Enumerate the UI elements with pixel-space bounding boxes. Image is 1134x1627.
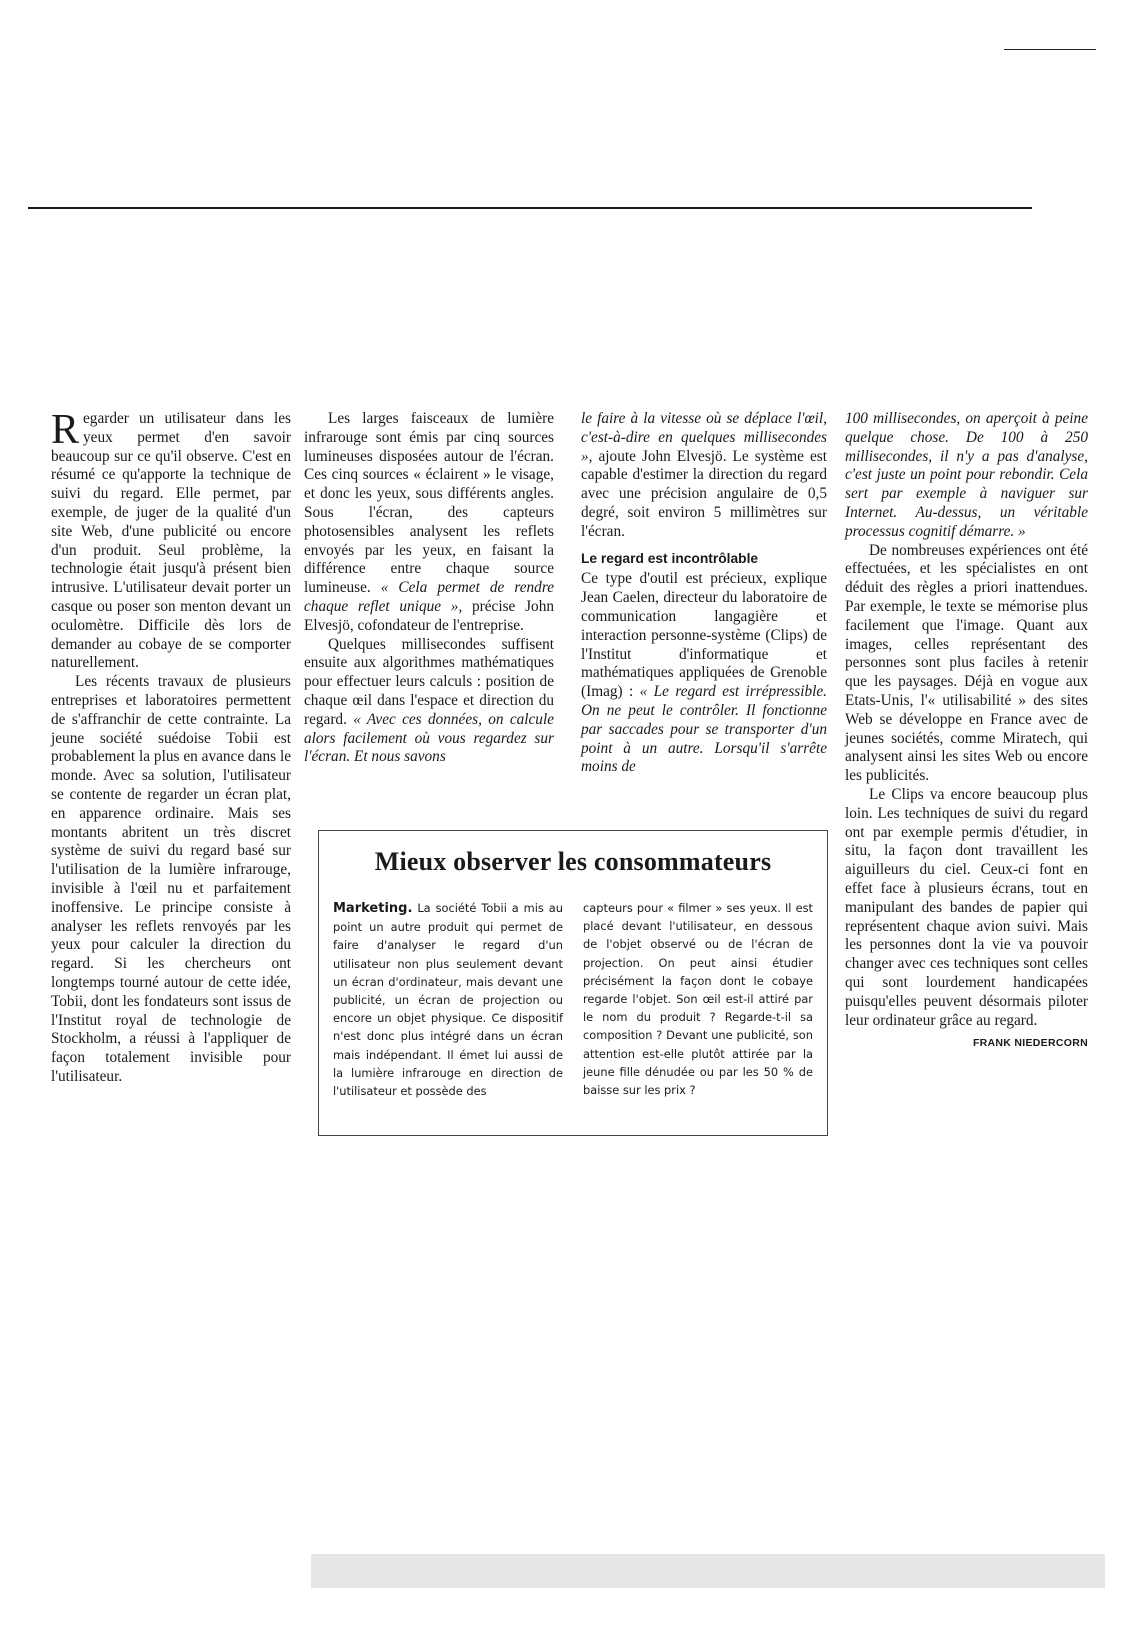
article-paragraph: Les récents travaux de plusieurs entreprises et laboratoires permettent de s'affranchir de cette contrainte. La jeune société suédoise Tobii est probablement la plus en avance dans le monde. Avec sa solution, l'utilisateur se contente de regarder un écran plat, en apparence ordinaire. Mais ses montants abritent un très discret système de suivi du regard basé sur l'utilisation de la lumière infrarouge, invisible à l'œil nu et parfaitement inoffensive. Le principe consiste à analyser les reflets renvoyés par les yeux pour calculer la direction du regard. Si les chercheurs ont longtemps tourné autour de cette idée, Tobii, dont les fondateurs sont issus de l'Institut royal de technologie de Stockholm, a réussi à l'appliquer de façon totalement invisible pour l'utilisateur. (51, 673, 291, 1085)
paragraph-text: egarder un utilisateur dans les yeux permet d'en savoir beaucoup sur ce qu'il observe. C'est en résumé ce qu'apporte la technique de suivi du regard. Elle permet, par exemple, de juger de la qualité d'un site Web, d'une publicité ou encore d'un produit. Seul problème, la technologie était jusqu'à présent bien intrusive. L'utilisateur devait porter un casque ou poser son menton devant un oculomètre. Difficile dès lors de demander au cobaye de se comporter naturellement. (51, 410, 291, 672)
box-title: Mieux observer les consommateurs (374, 847, 772, 876)
paragraph-text: Les larges faisceaux de lumière infrarouge sont émis par cinq sources lumineuses disposées autour de l'écran. Ces cinq sources « éclairent » le visage, et donc les yeux, sous différents angles. Sous l'écran, des capteurs photosensibles analysent les reflets envoyés par les yeux, en faisant la différence entre chaque source lumineuse. (304, 410, 554, 597)
article-column-3 (581, 410, 827, 777)
box-column-2 (583, 899, 813, 1099)
article-column-1 (51, 407, 291, 1087)
quote: « Avec ces données, on calcule alors facilement où vous regardez sur l'écran. Et nous savons (304, 710, 554, 766)
article-paragraph (304, 410, 554, 636)
box-paragraph: capteurs pour « filmer » ses yeux. Il est placé devant l'utilisateur, en dessous de l'objet observé ou de l'écran de projection. On peut ainsi étudier précisément la façon dont le cobaye regarde l'objet. Son œil est-il attiré par le nom du produit ? Regarde-t-il sa composition ? Devant une publicité, son attention est-elle plutôt attirée par la jeune fille dénudée ou par les 50 % de baisse sur les prix ? (583, 901, 813, 1098)
box-paragraph (333, 899, 563, 1100)
paragraph-text: La société Tobii a mis au point un autre produit qui permet de faire d'analyser le regard d'un utilisateur non plus seulement devant un écran d'ordinateur, mais devant une publicité, un écran de projection ou encore un objet physique. Ce dispositif n'est donc plus intégré dans un écran mais indépendant. Il émet lui aussi de la lumière infrarouge en direction de l'utilisateur et possède des (333, 901, 563, 1099)
drop-cap: R (51, 407, 80, 453)
paragraph-text: Quelques millisecondes suffisent ensuite aux algorithmes mathématiques pour effectuer leurs calculs : position de chaque œil dans l'espace et direction du regard. (304, 635, 554, 728)
article-column-4 (845, 410, 1088, 1053)
article-paragraph (581, 570, 827, 777)
article-paragraph: Le Clips va encore beaucoup plus loin. Les techniques de suivi du regard ont par exemple permis d'étudier, in situ, la façon dont travaillent les aiguilleurs du ciel. Ceux-ci font en effet face à plusieurs écrans, tout en manipulant des bandes de papier qui représentent chaque avion suivi. Mais les personnes dont la vie va pouvoir changer avec ces techniques sont celles qui sont lourdement handicapées puisqu'elles peuvent désormais piloter leur ordinateur grâce au regard. (845, 785, 1088, 1029)
paragraph-text: , précise John Elvesjö, cofondateur de l'entreprise. (304, 597, 554, 634)
article-paragraph (51, 407, 291, 673)
paragraph-text: Ce type d'outil est précieux, explique Jean Caelen, directeur du laboratoire de communication langagière et interaction personne-système (Clips) de l'Institut d'informatique et mathématiques appliquées de Grenoble (Imag) : (581, 570, 827, 701)
quote: « Le regard est irrépressible. On ne peut le contrôler. Il fonctionne par saccades pour se transporter d'un point à un autre. Lorsqu'il s'arrête moins de (581, 683, 827, 776)
box-lead: Marketing. (333, 901, 413, 916)
section-rule (28, 207, 1032, 209)
box-column-1 (333, 899, 563, 1100)
article-paragraph (845, 410, 1088, 542)
paragraph-text: , ajoute John Elvesjö. Le système est capable d'estimer la direction du regard avec une précision angulaire de 0,5 degré, soit environ 5 millimètres sur l'écran. (581, 447, 827, 540)
article-column-2 (304, 410, 554, 767)
quote: 100 millisecondes, on aperçoit à peine quelque chose. De 100 à 250 millisecondes, il n'y a pas d'analyse, c'est juste un point pour rebondir. Cela sert par exemple à naviguer sur Internet. Au-dessus, un véritable processus cognitif démarre. » (845, 410, 1088, 540)
quote: le faire à la vitesse où se déplace l'œil, c'est-à-dire en quelques millisecondes » (581, 410, 827, 465)
article-paragraph (304, 636, 554, 768)
top-right-rule (1004, 49, 1096, 50)
footer-gray-bar (311, 1554, 1105, 1588)
subheading: Le regard est incontrôlable (581, 550, 759, 566)
quote: « Cela permet de rendre chaque reflet unique » (304, 579, 554, 615)
sidebar-box (318, 830, 828, 1136)
byline: FRANK NIEDERCORN (972, 1037, 1088, 1050)
article-paragraph: De nombreuses expériences ont été effectuées, et les spécialistes en ont déduit des règles a priori inattendues. Par exemple, le texte se mémorise plus facilement que l'image. Quant aux images, celles représentant des personnes sont plus faciles à retenir que les paysages. Déjà en vogue aux Etats-Unis, l'« utilisabilité » des sites Web se développe en France avec de jeunes sociétés, comme Miratech, qui analysent ainsi les sites Web ou encore les publicités. (845, 541, 1088, 785)
article-paragraph (581, 410, 827, 542)
